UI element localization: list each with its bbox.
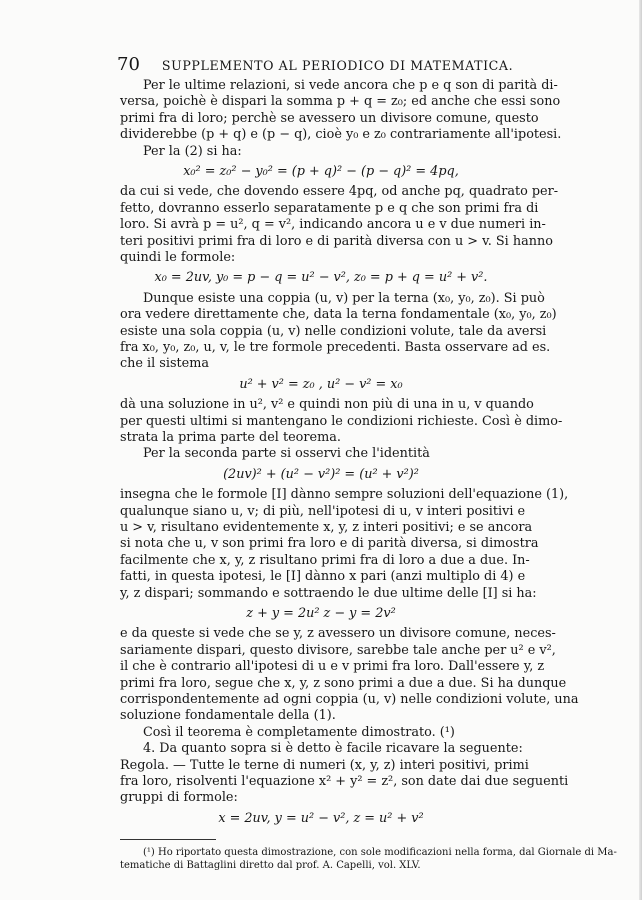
text-line: fra x₀, y₀, z₀, u, v, le tre formole precedenti. Basta osservare ad es. bbox=[120, 340, 551, 355]
text-line: Regola. — Tutte le terne di numeri (x, y, z) interi positivi, primi bbox=[120, 757, 529, 773]
text-line: sariamente dispari, questo divisore, sarebbe tale anche per u² e v², bbox=[120, 642, 556, 658]
text-line: si nota che u, v son primi fra loro e di parità diversa, si dimostra bbox=[120, 536, 539, 552]
running-header bbox=[117, 56, 513, 75]
footnote-rule bbox=[120, 839, 216, 840]
page-number: 70 bbox=[117, 54, 140, 75]
text-line: Così il teorema è completamente dimostrato. (¹) bbox=[143, 724, 455, 740]
text-line: dividerebbe (p + q) e (p − q), cioè y₀ e z₀ contrariamente all'ipotesi. bbox=[120, 127, 562, 143]
text-line: corrispondentemente ad ogni coppia (u, v) nelle condizioni volute, una bbox=[120, 692, 579, 707]
text-line: ora vedere direttamente che, data la terna fondamentale (x₀, y₀, z₀) bbox=[120, 307, 557, 323]
equation: x₀² = z₀² − y₀² = (p + q)² − (p − q)² = 4pq, bbox=[183, 164, 459, 179]
text-line: esiste una sola coppia (u, v) nelle condizioni volute, tale da aversi bbox=[120, 323, 547, 339]
text-line: Dunque esiste una coppia (u, v) per la terna (x₀, y₀, z₀). Si può bbox=[143, 290, 545, 306]
running-title: SUPPLEMENTO AL PERIODICO DI MATEMATICA. bbox=[161, 58, 514, 73]
equation: u² + v² = z₀ , u² − v² = x₀ bbox=[239, 376, 403, 392]
text-line: da cui si vede, che dovendo essere 4pq, od anche pq, quadrato per- bbox=[120, 184, 559, 200]
text-line: primi fra di loro; perchè se avessero un divisore comune, questo bbox=[120, 110, 539, 126]
equation: (2uv)² + (u² − v²)² = (u² + v²)² bbox=[223, 466, 419, 482]
text-line: Per la seconda parte si osservi che l'identità bbox=[143, 446, 430, 462]
text-line: 4. Da quanto sopra si è detto è facile ricavare la seguente: bbox=[143, 741, 523, 757]
text-line: soluzione fondamentale della (1). bbox=[120, 708, 336, 724]
text-line: Per la (2) si ha: bbox=[143, 143, 242, 159]
text-line: Per le ultime relazioni, si vede ancora che p e q son di parità di- bbox=[143, 78, 558, 93]
text-line: versa, poichè è dispari la somma p + q = z₀; ed anche che essi sono bbox=[120, 94, 561, 110]
text-line: fetto, dovranno esserlo separatamente p e q che son primi fra di bbox=[120, 200, 539, 216]
text-line: fatti, in questa ipotesi, le [I] dànno x pari (anzi multiplo di 4) e bbox=[120, 569, 526, 585]
text-line: gruppi di formole: bbox=[120, 790, 238, 806]
text-line: y, z dispari; sommando e sottraendo le due ultime delle [I] si ha: bbox=[120, 585, 537, 601]
text-line: quindi le formole: bbox=[120, 250, 236, 265]
equation: x₀ = 2uv, y₀ = p − q = u² − v², z₀ = p + q = u² + v². bbox=[154, 270, 488, 286]
text-line: che il sistema bbox=[120, 356, 210, 372]
text-line: il che è contrario all'ipotesi di u e v primi fra loro. Dall'essere y, z bbox=[120, 659, 545, 675]
text-line: fra loro, risolventi l'equazione x² + y² = z², son date dai due seguenti bbox=[120, 774, 569, 789]
text-line: e da queste si vede che se y, z avessero un divisore comune, neces- bbox=[120, 626, 556, 642]
text-line: loro. Si avrà p = u², q = v², indicando ancora u e v due numeri in- bbox=[120, 217, 546, 233]
equation: z + y = 2u² z − y = 2v² bbox=[246, 606, 396, 621]
footnote-line: tematiche di Battaglini diretto dal prof. A. Capelli, vol. XLV. bbox=[120, 860, 421, 872]
text-line: per questi ultimi si mantengano le condizioni richieste. Così è dimo- bbox=[120, 413, 563, 429]
text-line: insegna che le formole [I] dànno sempre soluzioni dell'equazione (1), bbox=[120, 487, 569, 503]
text-line: strata la prima parte del teorema. bbox=[120, 430, 341, 445]
text-line: facilmente che x, y, z risultano primi fra di loro a due a due. In- bbox=[120, 552, 530, 568]
text-line: primi fra loro, segue che x, y, z sono primi a due a due. Si ha dunque bbox=[120, 675, 567, 691]
text-line: qualunque siano u, v; di più, nell'ipotesi di u, v interi positivi e bbox=[120, 503, 526, 519]
equation: x = 2uv, y = u² − v², z = u² + v² bbox=[218, 810, 424, 826]
text-line: teri positivi primi fra di loro e di parità diversa con u > v. Si hanno bbox=[120, 233, 553, 249]
text-line: dà una soluzione in u², v² e quindi non più di una in u, v quando bbox=[120, 397, 534, 413]
footnote-line: (¹) Ho riportato questa dimostrazione, con sole modificazioni nella forma, dal Giornale di Ma- bbox=[143, 847, 617, 859]
text-line: u > v, risultano evidentemente x, y, z interi positivi; e se ancora bbox=[120, 520, 533, 535]
